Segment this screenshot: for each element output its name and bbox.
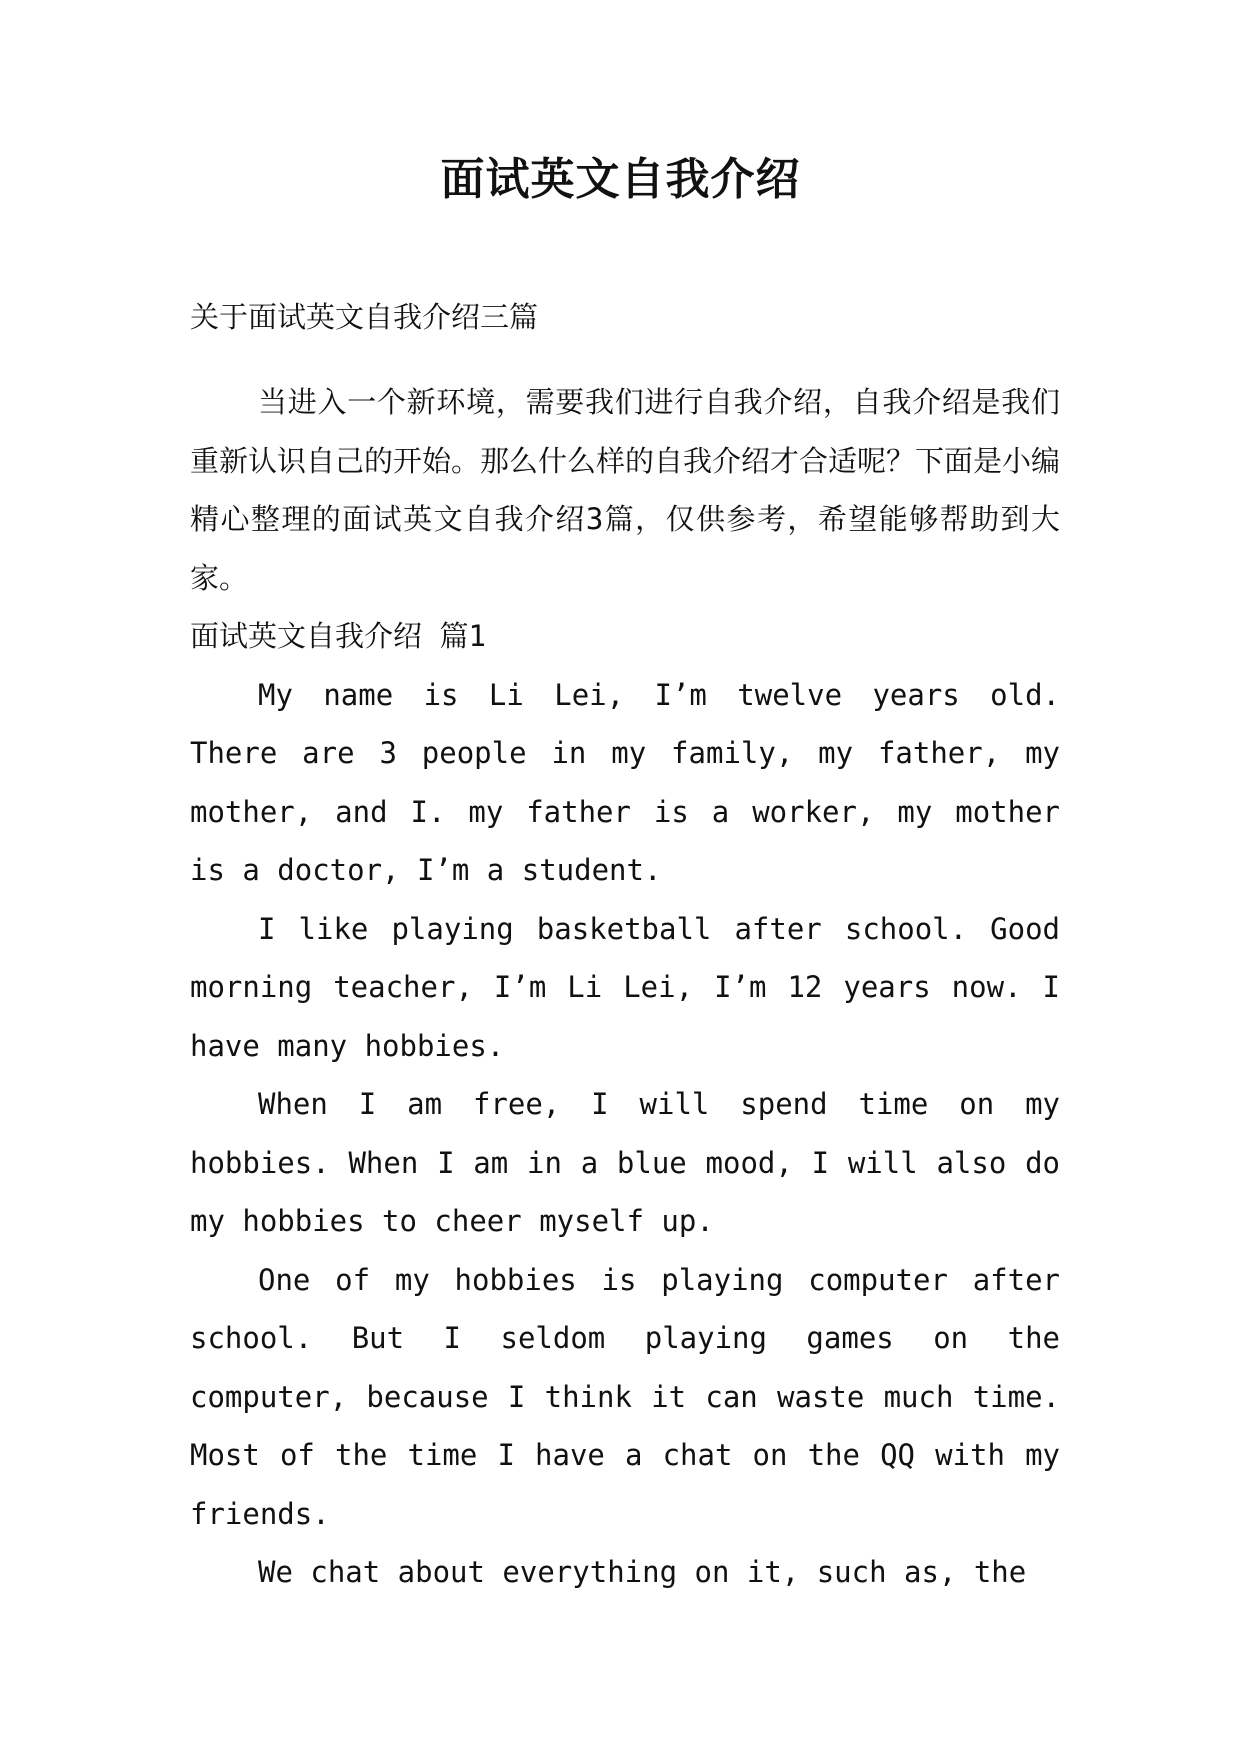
document-subtitle: 关于面试英文自我介绍三篇 — [190, 300, 539, 334]
body-paragraph: One of my hobbies is playing computer after school. But I seldom playing games on the computer, because I think it can waste much time. Most of the time I have a chat on the QQ with my friends. — [190, 1262, 1060, 1531]
document-title: 面试英文自我介绍 — [440, 154, 801, 205]
document-body — [190, 373, 1060, 1602]
body-paragraph: When I am free, I will spend time on my hobbies. When I am in a blue mood, I will also do my hobbies to cheer myself up. — [190, 1087, 1060, 1238]
intro-paragraph: 当进入一个新环境，需要我们进行自我介绍，自我介绍是我们重新认识自己的开始。那么什么样的自我介绍才合适呢？下面是小编精心整理的面试英文自我介绍3篇，仅供参考，希望能够帮助到大家。 — [190, 385, 1061, 595]
body-paragraph: My name is Li Lei, I’m twelve years old. There are 3 people in my family, my father, my mother, and I. my father is a worker, my mother is a doctor, I’m a student. — [190, 677, 1060, 887]
section-heading: 面试英文自我介绍 篇1 — [190, 619, 486, 653]
body-paragraph: We chat about everything on it, such as, the — [258, 1555, 1027, 1589]
body-paragraph: I like playing basketball after school. Good morning teacher, I’m Li Lei, I’m 12 years now. I have many hobbies. — [190, 911, 1060, 1063]
